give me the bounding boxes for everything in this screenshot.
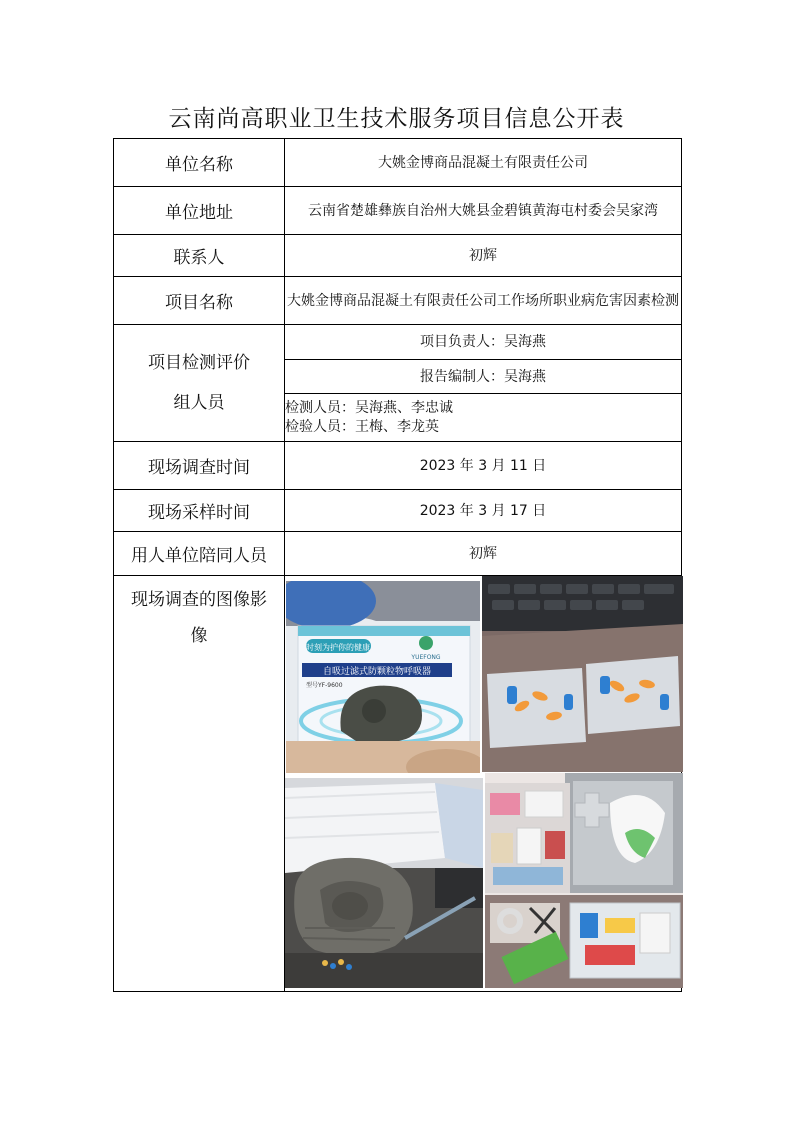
escort-value: 初辉 (285, 532, 682, 576)
info-table (113, 138, 682, 992)
earplugs-image (482, 576, 683, 772)
unit-name-value: 大姚金博商品混凝土有限责任公司 (285, 139, 682, 187)
survey-time-value: 2023 年 3 月 11 日 (285, 442, 682, 490)
unit-address-value: 云南省楚雄彝族自治州大姚县金碧镇黄海屯村委会吴家湾 (285, 187, 682, 235)
unit-address-label: 单位地址 (114, 187, 285, 235)
survey-time-label: 现场调查时间 (114, 442, 285, 490)
box-banner-text: 时刻为护你的健康 (306, 643, 370, 652)
respirator-box-image (286, 581, 480, 773)
photos-label-line2: 像 (190, 626, 208, 646)
photo-filters-mask (285, 778, 483, 988)
inspectors-cell (285, 394, 682, 442)
photo-respirator-box (286, 581, 480, 773)
row-survey-time (114, 442, 682, 490)
document-title: 云南尚高职业卫生技术服务项目信息公开表 (168, 106, 625, 132)
team-label-line2: 组人员 (173, 393, 225, 413)
unit-name-label: 单位名称 (114, 139, 285, 187)
contact-label: 联系人 (114, 235, 285, 277)
row-contact (114, 235, 682, 277)
examiners: 检验人员：王梅、李龙英 (285, 418, 439, 435)
first-aid-kit-image (485, 773, 683, 988)
row-unit-name (114, 139, 682, 187)
report-author: 报告编制人：吴海燕 (285, 360, 682, 394)
team-label-line1: 项目检测评价 (148, 353, 250, 373)
box-brand-text: YUEFONG (411, 654, 441, 661)
photos-label-line1: 现场调查的图像影 (131, 590, 267, 610)
escort-label: 用人单位陪同人员 (114, 532, 285, 576)
inspectors: 检测人员：吴海燕、李忠诚 (285, 399, 453, 416)
project-name-label: 项目名称 (114, 277, 285, 325)
filters-mask-image (285, 778, 483, 988)
project-leader: 项目负责人：吴海燕 (285, 325, 682, 360)
team-label (114, 325, 285, 442)
row-escort (114, 532, 682, 576)
photos-label (114, 576, 285, 992)
contact-value: 初辉 (285, 235, 682, 277)
sampling-time-label: 现场采样时间 (114, 490, 285, 532)
box-model-text: 型号YF-9600 (306, 682, 343, 689)
box-product-text: 自吸过滤式防颗粒物呼吸器 (322, 667, 432, 677)
row-unit-address (114, 187, 682, 235)
row-photos (114, 576, 682, 992)
row-sampling-time (114, 490, 682, 532)
photos-cell (285, 576, 682, 992)
photo-earplugs (482, 576, 683, 772)
project-name-value: 大姚金博商品混凝土有限责任公司工作场所职业病危害因素检测 (285, 277, 682, 325)
sampling-time-value: 2023 年 3 月 17 日 (285, 490, 682, 532)
row-project-name (114, 277, 682, 325)
photo-first-aid-kit (485, 773, 683, 988)
photo-grid (285, 576, 683, 990)
row-team-leader (114, 325, 682, 360)
